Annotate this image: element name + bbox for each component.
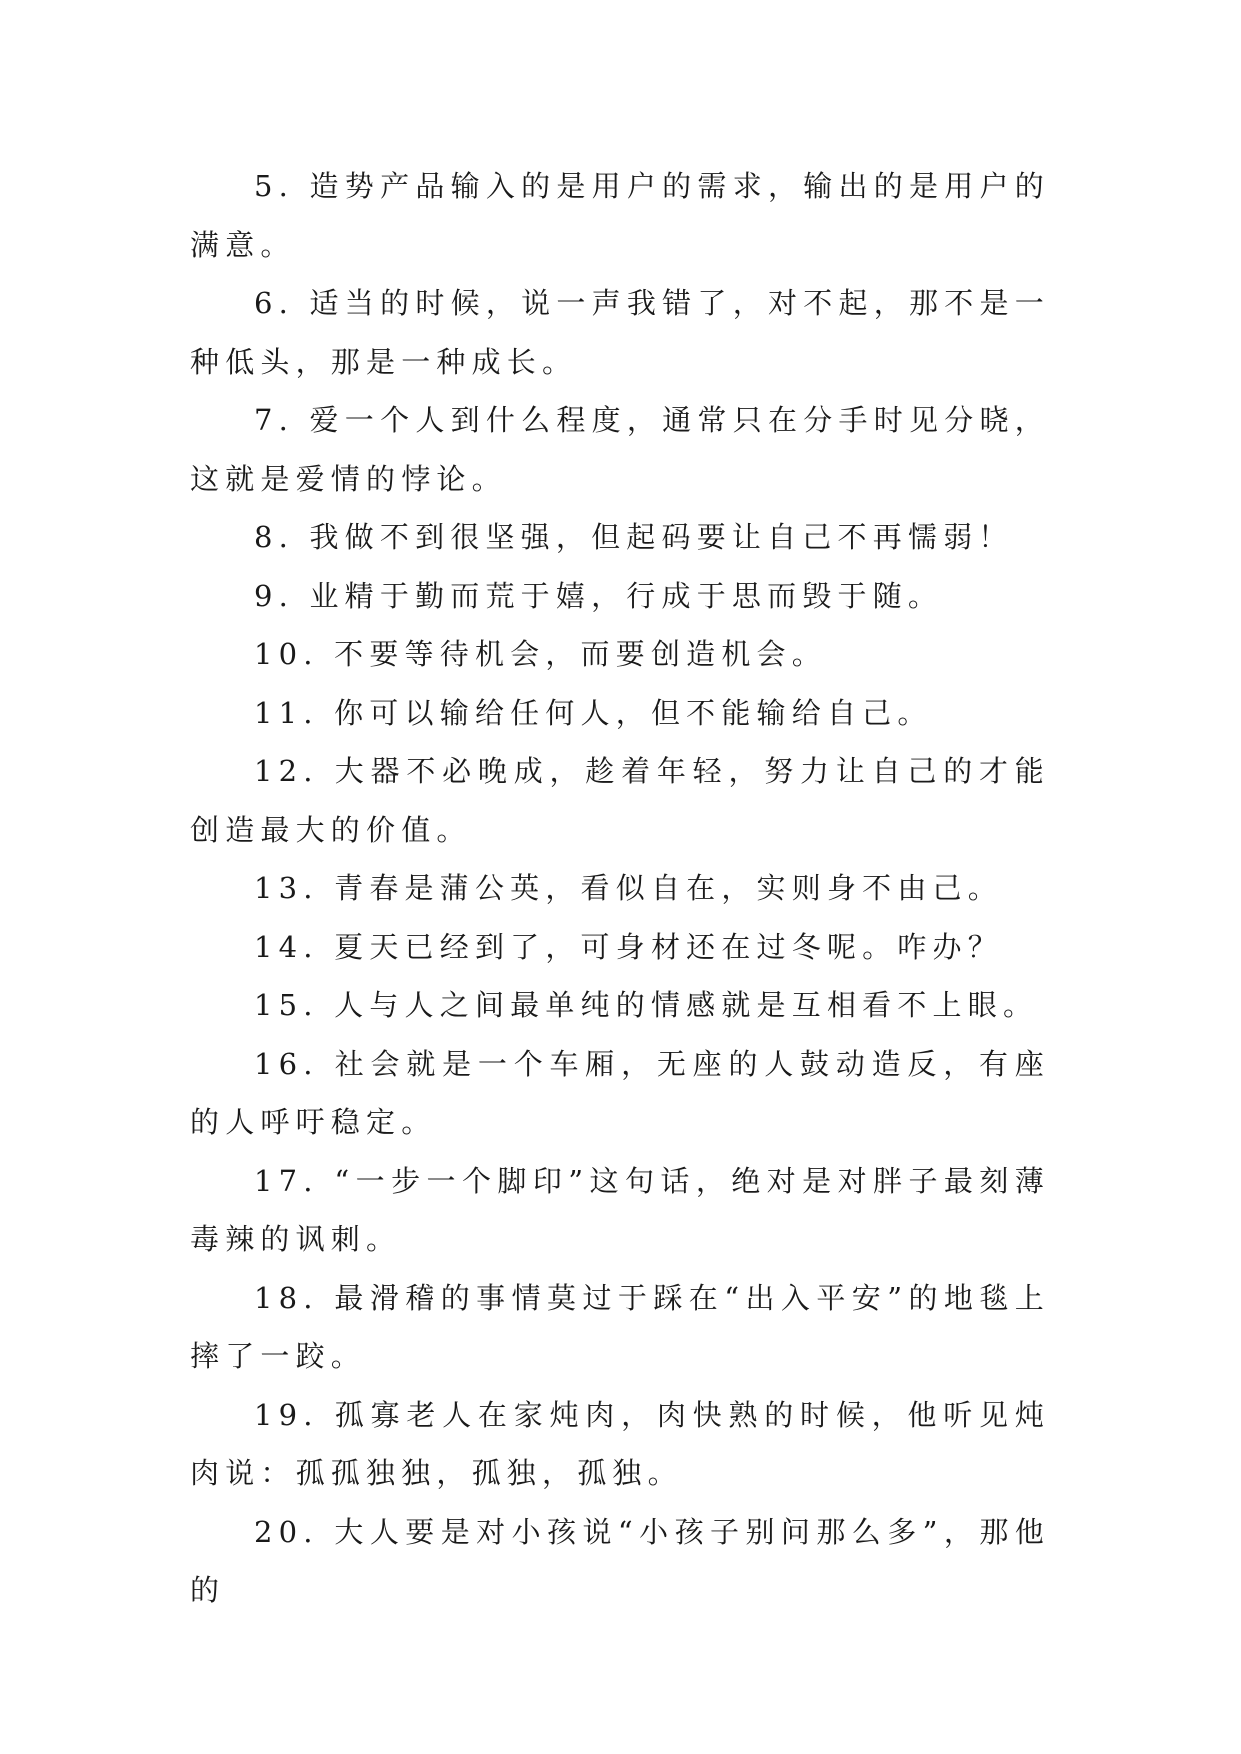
paragraph-9: 9. 业精于勤而荒于嬉，行成于思而毁于随。 bbox=[254, 578, 944, 613]
paragraph-16: 16. 社会就是一个车厢，无座的人鼓动造反，有座的人呼吁稳定。 bbox=[190, 1046, 1050, 1139]
paragraph-11: 11. 你可以输给任何人，但不能输给自己。 bbox=[254, 695, 933, 730]
document-body bbox=[190, 157, 1050, 1620]
paragraph-19: 19. 孤寡老人在家炖肉，肉快熟的时候，他听见炖肉说：孤孤独独，孤独，孤独。 bbox=[190, 1397, 1050, 1490]
paragraph-12: 12. 大器不必晚成，趁着年轻，努力让自己的才能创造最大的价值。 bbox=[190, 754, 1050, 847]
paragraph-10: 10. 不要等待机会，而要创造机会。 bbox=[254, 637, 827, 671]
paragraph-7: 7. 爱一个人到什么程度，通常只在分手时见分晓，这就是爱情的悖论。 bbox=[190, 403, 1050, 496]
paragraph-17: 17. “一步一个脚印”这句话，绝对是对胖子最刻薄毒辣的讽刺。 bbox=[190, 1163, 1050, 1256]
paragraph-8: 8. 我做不到很坚强，但起码要让自己不再懦弱！ bbox=[254, 520, 1014, 554]
paragraph-18: 18. 最滑稽的事情莫过于踩在“出入平安”的地毯上摔了一跤。 bbox=[190, 1280, 1050, 1373]
paragraph-20: 20. 大人要是对小孩说“小孩子别问那么多”，那他的 bbox=[190, 1514, 1050, 1607]
paragraph-6: 6. 适当的时候，说一声我错了，对不起，那不是一种低头，那是一种成长。 bbox=[190, 286, 1050, 379]
paragraph-15: 15. 人与人之间最单纯的情感就是互相看不上眼。 bbox=[254, 988, 1039, 1022]
paragraph-14: 14. 夏天已经到了，可身材还在过冬呢。咋办？ bbox=[254, 929, 1003, 964]
paragraph-13: 13. 青春是蒲公英，看似自在，实则身不由己。 bbox=[254, 871, 1003, 905]
paragraph-5: 5. 造势产品输入的是用户的需求，输出的是用户的满意。 bbox=[190, 169, 1050, 262]
